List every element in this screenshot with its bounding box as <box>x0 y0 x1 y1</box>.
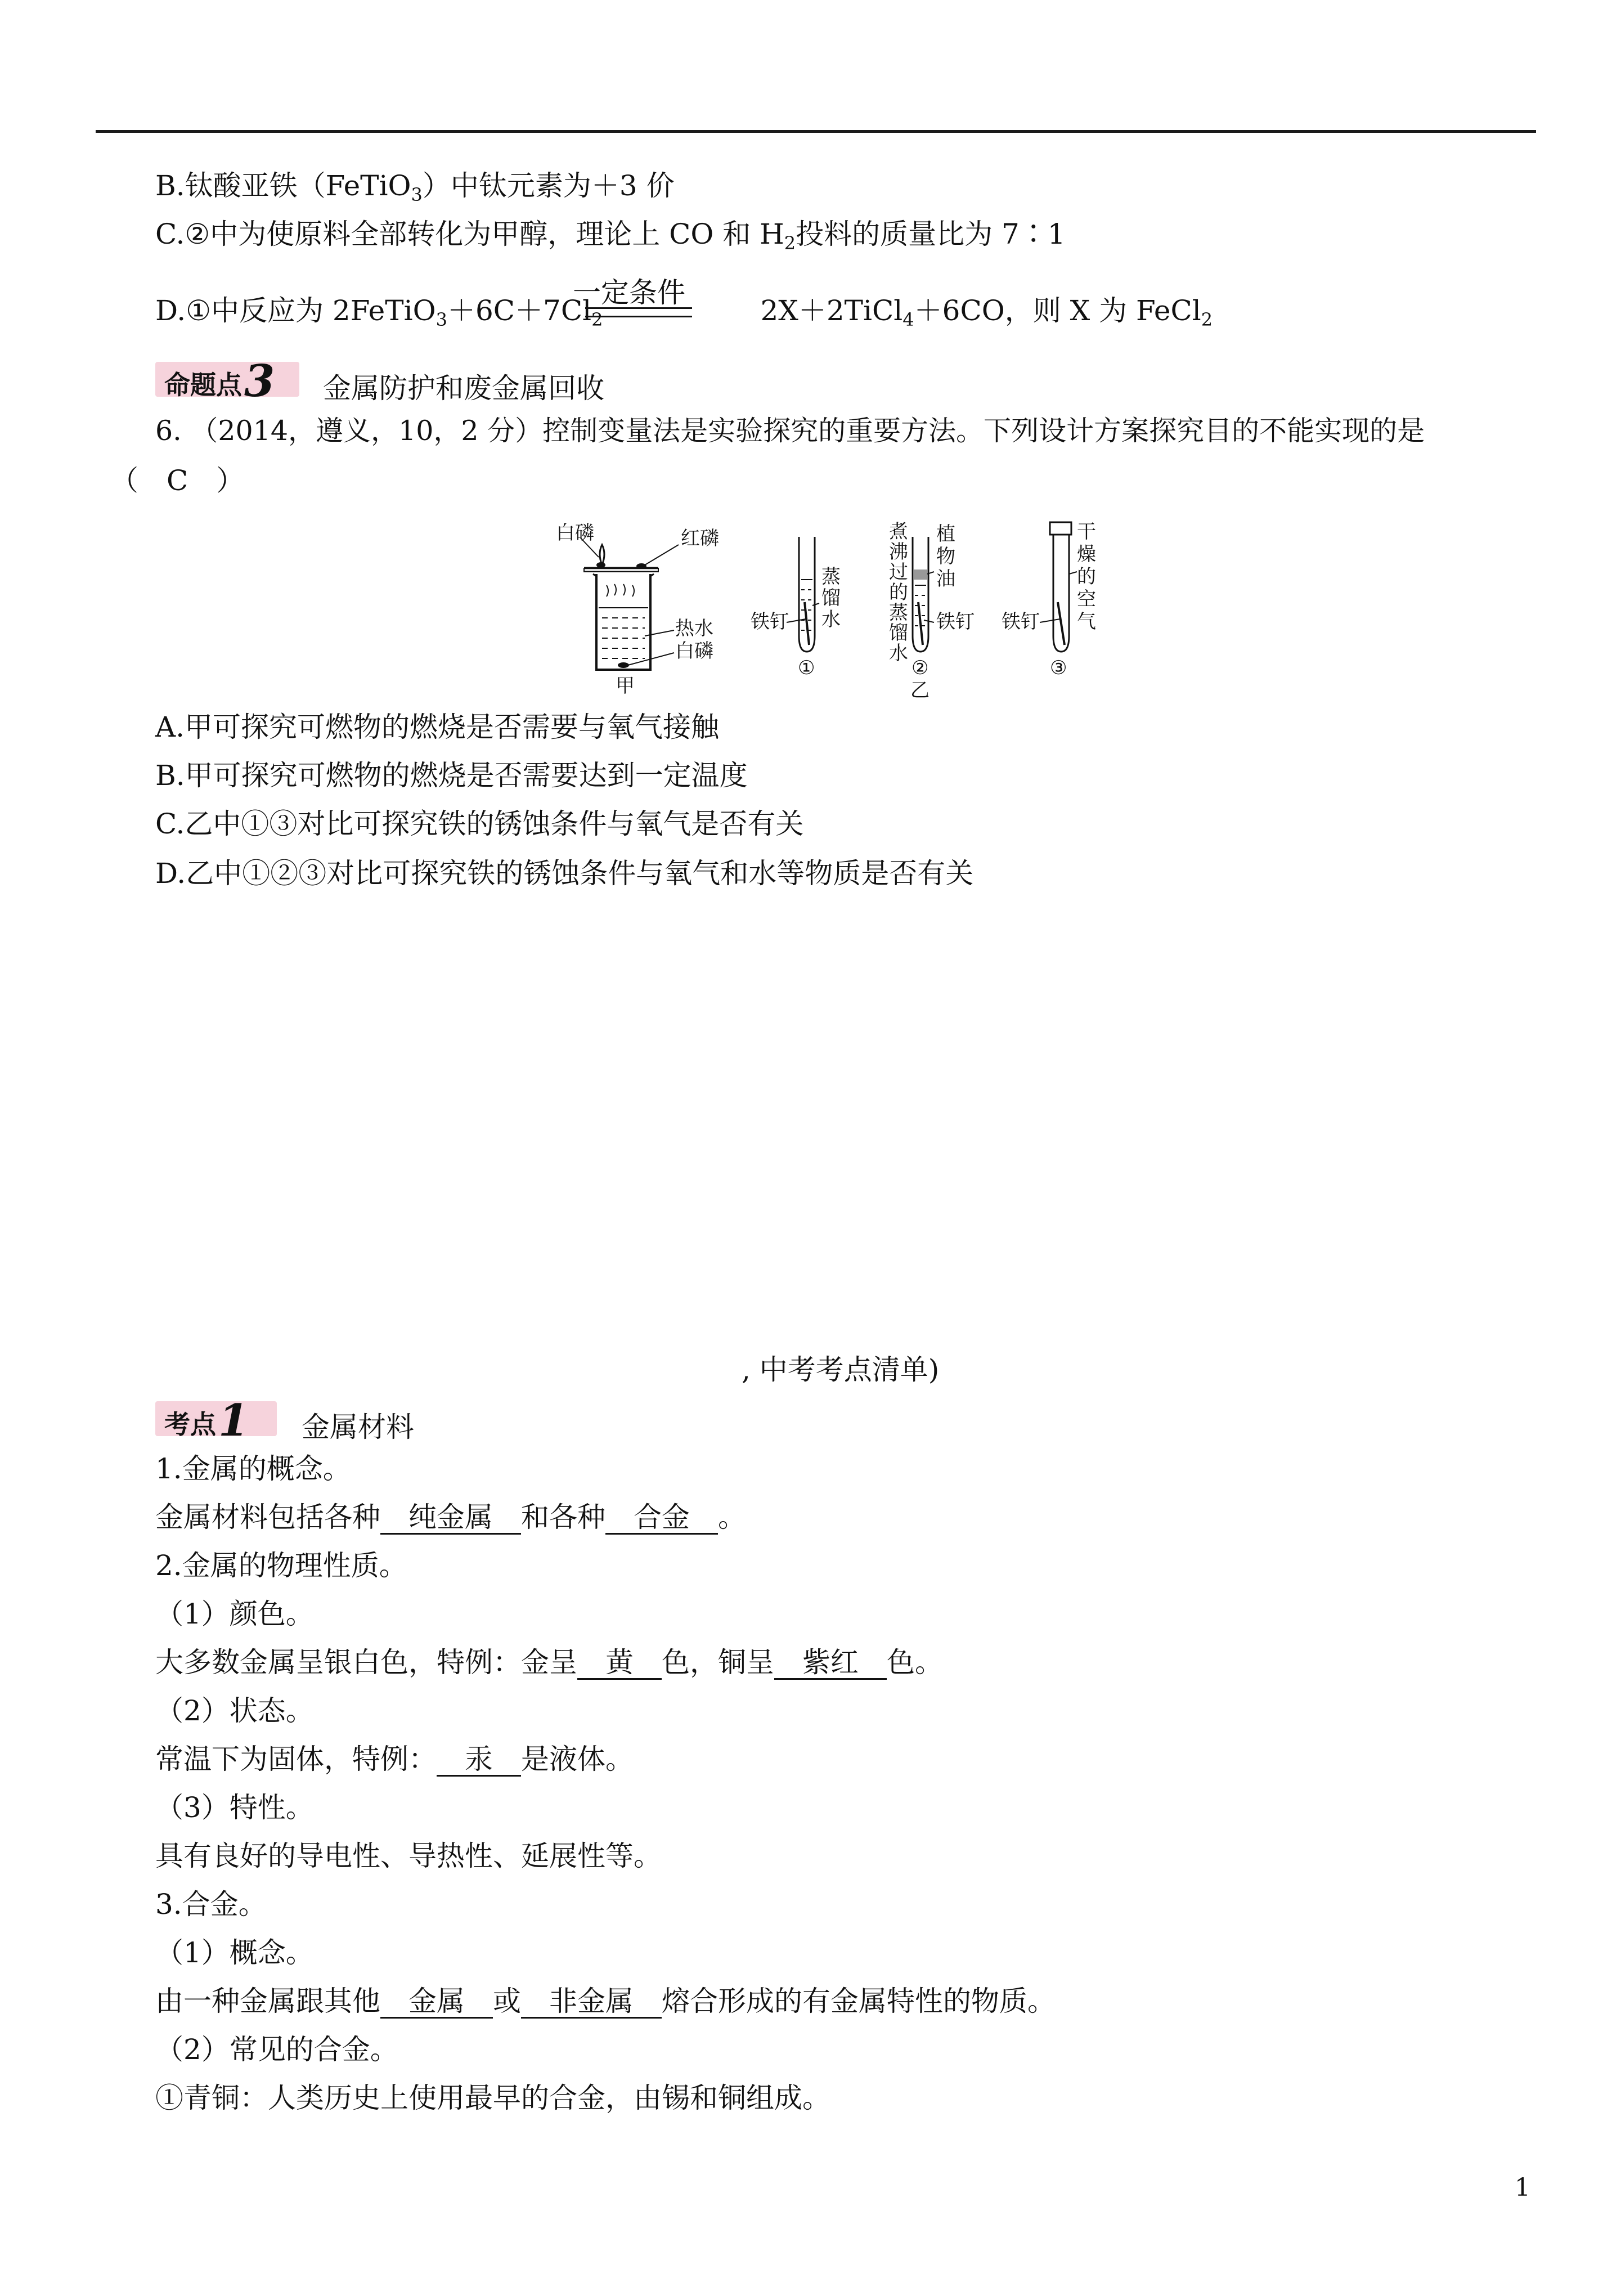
text: 常温下为固体，特例： <box>155 1743 437 1775</box>
option-d-q6: D.乙中①②③对比可探究铁的锈蚀条件与氧气和水等物质是否有关 <box>155 857 974 890</box>
tube-number-1: ① <box>798 657 815 679</box>
text: 色。 <box>887 1646 943 1679</box>
option-text: C.②中为使原料全部转化为甲醇，理论上 CO 和 H <box>155 218 784 250</box>
point-3-1-text <box>155 1984 1056 2019</box>
option-text: 2X＋2TiCl <box>760 294 903 327</box>
option-text: B.钛酸亚铁（FeTiO <box>155 169 411 202</box>
option-b-q5 <box>155 169 675 212</box>
sub-heading: （1）颜色。 <box>155 1598 314 1630</box>
section-title: 金属防护和废金属回收 <box>323 372 604 405</box>
question-6-answer: （ C ） <box>110 464 245 497</box>
label-char: 的 <box>1077 566 1096 588</box>
answer-blank: 金属 <box>380 1985 493 2019</box>
option-text: ＋6C＋7Cl <box>447 294 592 327</box>
label-char: 燥 <box>1077 543 1096 566</box>
label-char: 蒸 <box>889 602 908 624</box>
label-char: 过 <box>889 561 908 584</box>
section-badge-mingti <box>155 356 299 407</box>
checklist-heading: , 中考考点清单) <box>742 1353 940 1386</box>
label-red-phosphorus: 红磷 <box>681 527 719 550</box>
point-2-2-text <box>155 1742 634 1777</box>
option-text: D.①中反应为 2FeTiO <box>155 294 436 327</box>
tube-number-3: ③ <box>1050 657 1067 679</box>
sub-heading: （1）概念。 <box>155 1936 314 1969</box>
experiment-figure <box>540 518 1137 698</box>
point-3-2-text: ①青铜：人类历史上使用最早的合金，由锡和铜组成。 <box>155 2082 830 2114</box>
label-jia: 甲 <box>616 675 635 697</box>
subscript: 3 <box>435 309 447 330</box>
answer-blank: 纯金属 <box>380 1501 521 1535</box>
label-char: 水 <box>889 642 908 665</box>
text: 熔合形成的有金属特性的物质。 <box>662 1985 1056 2017</box>
subscript: 3 <box>411 184 423 205</box>
label-char: 油 <box>936 568 955 590</box>
subscript: 2 <box>784 232 796 254</box>
label-char: 煮 <box>889 521 908 543</box>
subscript: 2 <box>1201 309 1213 330</box>
label-char: 干 <box>1077 521 1096 543</box>
label-iron-nail-3: 铁钉 <box>1002 611 1040 633</box>
sub-heading: （2）状态。 <box>155 1694 314 1727</box>
option-c-q6: C.乙中①③对比可探究铁的锈蚀条件与氧气是否有关 <box>155 808 804 840</box>
text: 色，铜呈 <box>662 1646 774 1679</box>
badge-number: 1 <box>218 1395 249 1446</box>
test-tube-1 <box>751 537 841 679</box>
question-6-stem: 6. （2014，遵义，10，2 分）控制变量法是实验探究的重要方法。下列设计方案探究目的不能实现的是 <box>155 415 1425 447</box>
label-hot-water: 热水 <box>675 617 713 640</box>
point-1-title: 1.金属的概念。 <box>155 1452 351 1485</box>
label-char: 植 <box>936 523 955 545</box>
label-char: 馏 <box>821 587 841 609</box>
tube-number-2: ② <box>911 657 929 679</box>
label-char: 馏 <box>889 622 908 644</box>
label-white-phosphorus-top: 白磷 <box>556 522 594 544</box>
point-3-title: 3.合金。 <box>155 1888 267 1921</box>
section-badge-kaodian <box>155 1395 277 1446</box>
option-text: 投料的质量比为 7∶1 <box>796 218 1066 250</box>
equals-sign <box>585 307 692 317</box>
label-iron-nail-1: 铁钉 <box>751 611 789 633</box>
page-number: 1 <box>1515 2173 1530 2202</box>
text: 是液体。 <box>521 1743 634 1775</box>
point-2-3-text: 具有良好的导电性、导热性、延展性等。 <box>155 1840 662 1872</box>
badge-label: 考点 <box>164 1409 216 1440</box>
text: 和各种 <box>521 1501 605 1533</box>
label-char: 的 <box>889 581 908 604</box>
beaker-apparatus <box>556 522 719 697</box>
text: 。 <box>718 1501 746 1533</box>
answer-blank: 紫红 <box>774 1647 887 1680</box>
label-char: 气 <box>1077 611 1096 633</box>
option-b-q6: B.甲可探究可燃物的燃烧是否需要达到一定温度 <box>155 759 748 792</box>
section-title: 金属材料 <box>302 1411 414 1443</box>
option-text: ＋6CO，则 X 为 FeCl <box>914 294 1201 327</box>
label-char: 蒸 <box>821 566 841 588</box>
point-2-1-text <box>155 1645 943 1680</box>
point-2-title: 2.金属的物理性质。 <box>155 1549 407 1582</box>
point-1-text <box>155 1500 746 1535</box>
option-a-q6: A.甲可探究可燃物的燃烧是否需要与氧气接触 <box>155 711 720 743</box>
label-iron-nail-2: 铁钉 <box>936 611 975 633</box>
option-c-q5 <box>155 217 1066 260</box>
subscript: 4 <box>902 309 914 330</box>
sub-heading: （3）特性。 <box>155 1791 314 1824</box>
label-yi: 乙 <box>910 679 930 698</box>
top-rule <box>96 130 1536 133</box>
reaction-condition: 一定条件 <box>573 276 685 309</box>
test-tube-3 <box>1002 521 1096 679</box>
answer-blank: 黄 <box>577 1647 662 1680</box>
label-white-phosphorus-bottom: 白磷 <box>675 640 713 662</box>
label-char: 沸 <box>889 541 908 563</box>
text: 或 <box>493 1985 521 2017</box>
text: 由一种金属跟其他 <box>155 1985 380 2017</box>
badge-number: 3 <box>244 356 275 407</box>
label-char: 水 <box>821 608 841 631</box>
option-text: ）中钛元素为＋3 价 <box>422 169 675 202</box>
text: 金属材料包括各种 <box>155 1501 380 1533</box>
label-char: 物 <box>936 545 955 568</box>
text: 大多数金属呈银白色，特例：金呈 <box>155 1646 577 1679</box>
label-char: 空 <box>1077 588 1096 611</box>
test-tube-2 <box>889 521 975 698</box>
answer-blank: 汞 <box>437 1743 521 1777</box>
sub-heading: （2）常见的合金。 <box>155 2033 398 2066</box>
subscript: 2 <box>591 309 603 330</box>
answer-blank: 非金属 <box>521 1985 662 2019</box>
answer-blank: 合金 <box>605 1501 718 1535</box>
badge-label: 命题点 <box>164 370 242 400</box>
